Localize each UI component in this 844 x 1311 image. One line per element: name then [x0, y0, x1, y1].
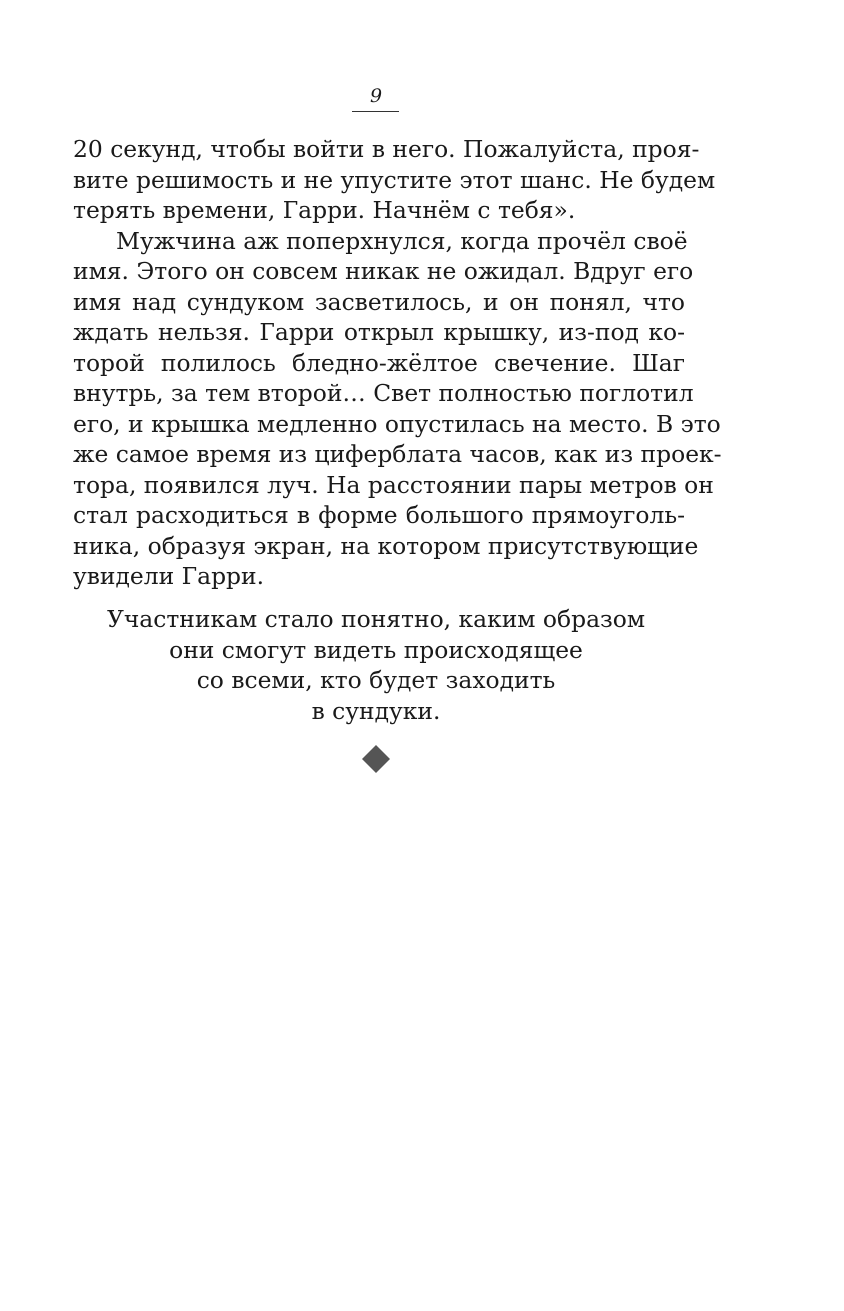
text-line: внутрь, за тем второй… Свет полностью поглотил: [73, 379, 694, 407]
body-text: [73, 134, 722, 592]
text-line: торой полилось бледно-жёлтое свечение. Шаг: [73, 348, 685, 377]
text-line: Мужчина аж поперхнулся, когда прочёл своё: [116, 226, 688, 255]
text-line: терять времени, Гарри. Начнём с тебя».: [73, 196, 576, 224]
paragraph-main: [73, 226, 722, 592]
text-line: имя. Этого он совсем никак не ожидал. Вдруг его: [73, 257, 694, 285]
text-line: ника, образуя экран, на котором присутствующие: [73, 531, 699, 560]
closing-line: они смогут видеть происходящее: [169, 635, 583, 664]
text-line: 20 секунд, чтобы войти в него. Пожалуйста, проя-: [73, 135, 700, 163]
closing-line: Участникам стало понятно, каким образом: [106, 605, 646, 633]
text-line: его, и крышка медленно опустилась на место. В это: [73, 409, 721, 438]
page-number-rule: [352, 111, 399, 112]
page-number: 9: [369, 85, 383, 107]
text-line: ждать нельзя. Гарри открыл крышку, из-под ко-: [73, 318, 685, 346]
text-line: вите решимость и не упустите этот шанс. Не будем: [73, 165, 716, 194]
text-line: увидели Гарри.: [73, 562, 265, 590]
closing-line: в сундуки.: [311, 696, 441, 725]
text-line: имя над сундуком засветилось, и он понял, что: [73, 287, 685, 316]
text-line: стал расходиться в форме большого прямоуголь-: [73, 501, 685, 529]
text-line: же самое время из циферблата часов, как из проек-: [73, 440, 722, 468]
closing-paragraph: [0, 604, 752, 726]
text-line: тора, появился луч. На расстоянии пары метров он: [73, 470, 714, 499]
paragraph-continued: [73, 134, 716, 226]
diamond-ornament-icon: [362, 745, 390, 773]
closing-line: со всеми, кто будет заходить: [196, 666, 556, 694]
